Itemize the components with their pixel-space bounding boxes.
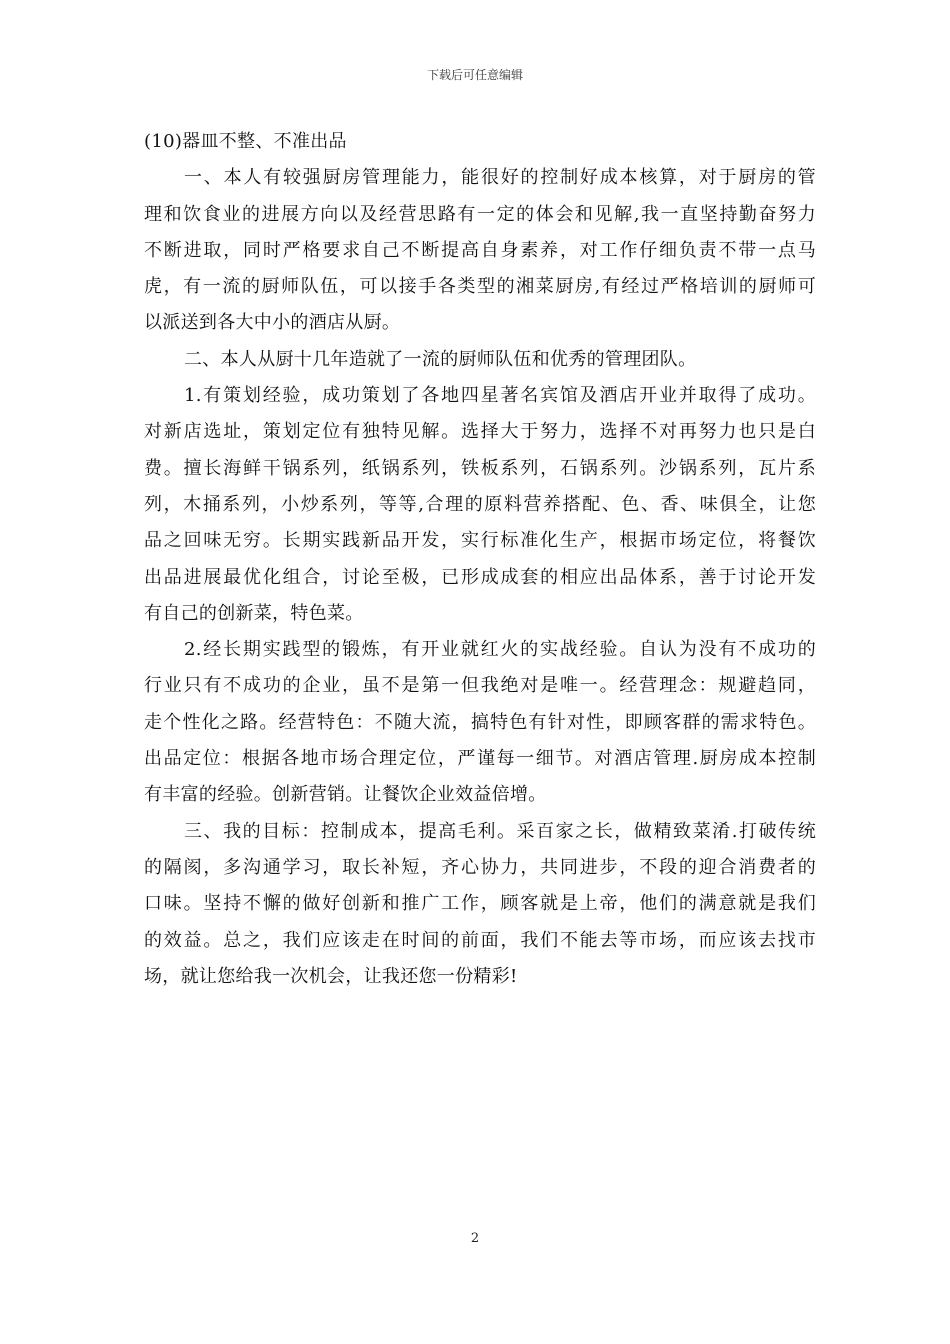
paragraph-line: 费。擅长海鲜干锅系列，纸锅系列，铁板系列，石锅系列。沙锅系列，瓦片系 [144, 457, 816, 479]
paragraph-line: 出品进展最优化组合，讨论至极，已形成成套的相应出品体系，善于讨论开发 [144, 566, 816, 588]
paragraph [144, 124, 816, 160]
document-body [144, 124, 816, 995]
paragraph-line: 行业只有不成功的企业，虽不是第一但我绝对是唯一。经营理念：规避趋同， [144, 675, 816, 697]
paragraph-line: 理和饮食业的进展方向以及经营思路有一定的体会和见解,我一直坚持勤奋努力 [144, 203, 816, 225]
paragraph-line: 列，木捅系列，小炒系列，等等,合理的原料营养搭配、色、香、味俱全，让您 [144, 493, 816, 515]
paragraph-line: 不断进取，同时严格要求自己不断提高自身素养，对工作仔细负责不带一点马 [144, 239, 816, 261]
paragraph-line: 出品定位：根据各地市场合理定位，严谨每一细节。对酒店管理.厨房成本控制 [144, 748, 816, 770]
paragraph-line: 三、我的目标：控制成本，提高毛利。采百家之长，做精致菜淆.打破传统 [184, 820, 816, 842]
paragraph [144, 378, 816, 632]
paragraph [144, 342, 816, 378]
paragraph-line: 场，就让您给我一次机会，让我还您一份精彩! [144, 965, 518, 987]
paragraph-line: 一、本人有较强厨房管理能力，能很好的控制好成本核算，对于厨房的管 [184, 167, 816, 189]
paragraph-line: 2.经长期实践型的锻炼，有开业就红火的实战经验。自认为没有不成功的 [184, 639, 816, 661]
paragraph-line: 有丰富的经验。创新营销。让餐饮企业效益倍增。 [144, 784, 547, 806]
paragraph-line: 1.有策划经验，成功策划了各地四星著名宾馆及酒店开业并取得了成功。 [184, 385, 816, 407]
paragraph-line: 走个性化之路。经营特色：不随大流，搞特色有针对性，即顾客群的需求特色。 [144, 711, 816, 733]
paragraph-line: 以派送到各大中小的酒店从厨。 [144, 312, 401, 334]
paragraph-line: 对新店选址，策划定位有独特见解。选择大于努力，选择不对再努力也只是白 [144, 421, 816, 443]
paragraph-line: 的效益。总之，我们应该走在时间的前面，我们不能去等市场，而应该去找市 [144, 929, 816, 951]
paragraph-line: 口味。坚持不懈的做好创新和推广工作，顾客就是上帝，他们的满意就是我们 [144, 893, 816, 915]
paragraph-line: 虎，有一流的厨师队伍，可以接手各类型的湘菜厨房,有经过严格培训的厨师可 [144, 276, 816, 298]
paragraph-line: (10)器皿不整、不准出品 [144, 131, 347, 152]
paragraph [144, 814, 816, 995]
paragraph-line: 有自己的创新菜，特色菜。 [144, 602, 364, 624]
page-header: 下载后可任意编辑 [426, 68, 523, 82]
paragraph-line: 的隔阂，多沟通学习，取长补短，齐心协力，共同进步，不段的迎合消费者的 [144, 856, 816, 878]
paragraph-line: 二、本人从厨十几年造就了一流的厨师队伍和优秀的管理团队。 [184, 348, 697, 370]
paragraph [144, 632, 816, 813]
page-number: 2 [470, 1231, 480, 1246]
paragraph-line: 品之回味无穷。长期实践新品开发，实行标准化生产，根据市场定位，将餐饮 [144, 530, 816, 552]
paragraph [144, 160, 816, 341]
